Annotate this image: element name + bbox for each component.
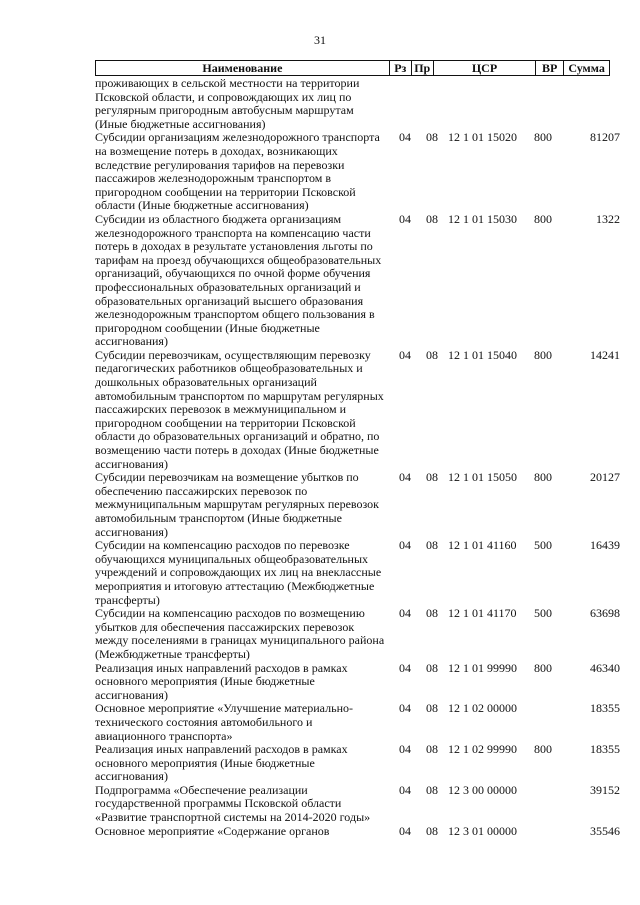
table-row xyxy=(95,702,620,743)
row-csr: 12 1 01 15040 xyxy=(448,347,517,362)
row-csr xyxy=(444,77,534,131)
table-row xyxy=(95,77,620,131)
row-name: Субсидии на компенсацию расходов по перевозке обучающихся муниципальных общеобразовательных учреждений и сопровождающих их лиц на внеклассные мероприятия и итоговую аттестацию (Межбюджетные трансферты) xyxy=(95,538,382,607)
header-name: Наименование xyxy=(96,61,390,75)
row-vr: 500 xyxy=(534,538,552,553)
table-row xyxy=(95,131,620,213)
row-vr xyxy=(534,77,560,131)
row-name: Подпрограмма «Обеспечение реализации государственной программы Псковской области «Развитие транспортной системы на 2014-2020 годы» xyxy=(95,782,371,825)
row-vr: 800 xyxy=(534,211,552,226)
row-rz: 04 xyxy=(399,701,411,716)
row-pr: 08 xyxy=(426,347,438,362)
row-csr: 12 1 01 99990 xyxy=(448,660,517,675)
row-pr: 08 xyxy=(426,742,438,757)
row-rz: 04 xyxy=(399,347,411,362)
row-name: Основное мероприятие «Содержание органов xyxy=(95,823,330,838)
table-row xyxy=(95,784,620,825)
row-rz xyxy=(390,77,420,131)
row-sum: 1322 xyxy=(596,211,620,226)
table-row xyxy=(95,662,620,703)
row-name: проживающих в сельской местности на территории Псковской области, и сопровождающих их лиц по регулярным пригородным автобусным маршрутам (Иные бюджетные ассигнования) xyxy=(95,76,360,131)
row-vr: 800 xyxy=(534,347,552,362)
row-csr: 12 1 02 00000 xyxy=(448,701,517,716)
row-sum: 14241 xyxy=(590,347,620,362)
row-pr: 08 xyxy=(426,782,438,797)
row-sum xyxy=(560,77,620,131)
row-pr: 08 xyxy=(426,701,438,716)
row-rz: 04 xyxy=(399,211,411,226)
table-row xyxy=(95,349,620,471)
row-sum: 18355 xyxy=(590,742,620,757)
table-row xyxy=(95,539,620,607)
table-row xyxy=(95,743,620,784)
table-header xyxy=(95,60,610,76)
row-name: Реализация иных направлений расходов в рамках основного мероприятия (Иные бюджетные ассигнования) xyxy=(95,660,348,702)
row-rz: 04 xyxy=(399,606,411,621)
row-pr: 08 xyxy=(426,606,438,621)
row-vr: 800 xyxy=(534,130,552,145)
row-vr: 800 xyxy=(534,660,552,675)
row-rz: 04 xyxy=(399,823,411,838)
row-pr: 08 xyxy=(426,660,438,675)
row-rz: 04 xyxy=(399,782,411,797)
table-row xyxy=(95,825,620,839)
row-pr: 08 xyxy=(426,470,438,485)
header-vr: ВР xyxy=(536,61,564,75)
row-vr: 500 xyxy=(534,606,552,621)
header-sum: Сумма xyxy=(568,61,605,75)
row-name: Субсидии перевозчикам на возмещение убытков по обеспечению пассажирских перевозок по межмуниципальным маршрутам регулярных перевозок автомобильным транспортом (Иные бюджетные ассигнования) xyxy=(95,470,379,539)
row-vr xyxy=(534,702,560,743)
table-row xyxy=(95,213,620,349)
row-sum: 81207 xyxy=(590,130,620,145)
row-name: Реализация иных направлений расходов в рамках основного мероприятия (Иные бюджетные ассигнования) xyxy=(95,742,348,784)
row-csr: 12 1 01 15050 xyxy=(448,470,517,485)
row-pr: 08 xyxy=(426,823,438,838)
row-sum: 20127 xyxy=(590,470,620,485)
row-vr: 800 xyxy=(534,470,552,485)
row-rz: 04 xyxy=(399,130,411,145)
row-csr: 12 1 02 99990 xyxy=(448,742,517,757)
row-pr: 08 xyxy=(426,211,438,226)
header-csr: ЦСР xyxy=(434,61,537,75)
row-vr xyxy=(534,784,560,825)
row-name: Основное мероприятие «Улучшение материально-технического состояния автомобильного и авиационного транспорта» xyxy=(95,701,353,743)
row-csr: 12 3 01 00000 xyxy=(448,823,517,838)
row-pr: 08 xyxy=(426,130,438,145)
header-pr: Пр xyxy=(412,61,434,75)
table-row xyxy=(95,607,620,661)
row-vr: 800 xyxy=(534,742,552,757)
table-row xyxy=(95,471,620,539)
row-name: Субсидии перевозчикам, осуществляющим перевозку педагогических работников общеобразовательных и дошкольных образовательных организаций автомобильным транспортом по маршрутам регулярных пассажирских перевозок в межмуниципальном и пригородном сообщении на территории Псковской области до образовательных организаций и обратно, по возмещению части потерь в доходах (Иные бюджетные ассигнования) xyxy=(95,347,384,471)
row-sum: 35546 xyxy=(590,823,620,838)
row-pr: 08 xyxy=(426,538,438,553)
row-csr: 12 1 01 15020 xyxy=(448,130,517,145)
row-rz: 04 xyxy=(399,538,411,553)
row-vr xyxy=(534,825,560,839)
table-body xyxy=(95,77,620,838)
row-sum: 46340 xyxy=(590,660,620,675)
row-name: Субсидии на компенсацию расходов по возмещению убытков для обеспечения пассажирских перевозок между поселениями в границах муниципального района (Межбюджетные трансферты) xyxy=(95,606,385,661)
row-csr: 12 1 01 15030 xyxy=(448,211,517,226)
row-pr xyxy=(420,77,444,131)
row-sum: 18355 xyxy=(590,701,620,716)
row-sum: 16439 xyxy=(590,538,620,553)
row-csr: 12 3 00 00000 xyxy=(448,782,517,797)
page-number: 31 xyxy=(314,33,326,47)
row-sum: 63698 xyxy=(590,606,620,621)
row-name: Субсидии из областного бюджета организациям железнодорожного транспорта на компенсацию части потерь в доходах в результате установления льготы по тарифам на проезд обучающихся общеобразовательных организаций, обучающихся по очной форме обучения профессиональных образовательных организаций и образовательных организаций высшего образования железнодорожным транспортом общего пользования в пригородном сообщении (Иные бюджетные ассигнования) xyxy=(95,211,382,349)
row-rz: 04 xyxy=(399,470,411,485)
row-sum: 39152 xyxy=(590,782,620,797)
row-rz: 04 xyxy=(399,742,411,757)
row-rz: 04 xyxy=(399,660,411,675)
row-name: Субсидии организациям железнодорожного транспорта на возмещение потерь в доходах, возникающих вследствие регулирования тарифов на перевозки пассажиров железнодорожным транспортом в пригородном сообщении на территории Псковской области (Иные бюджетные ассигнования) xyxy=(95,130,380,213)
header-rz: Рз xyxy=(390,61,412,75)
row-csr: 12 1 01 41170 xyxy=(448,606,517,621)
row-csr: 12 1 01 41160 xyxy=(448,538,517,553)
